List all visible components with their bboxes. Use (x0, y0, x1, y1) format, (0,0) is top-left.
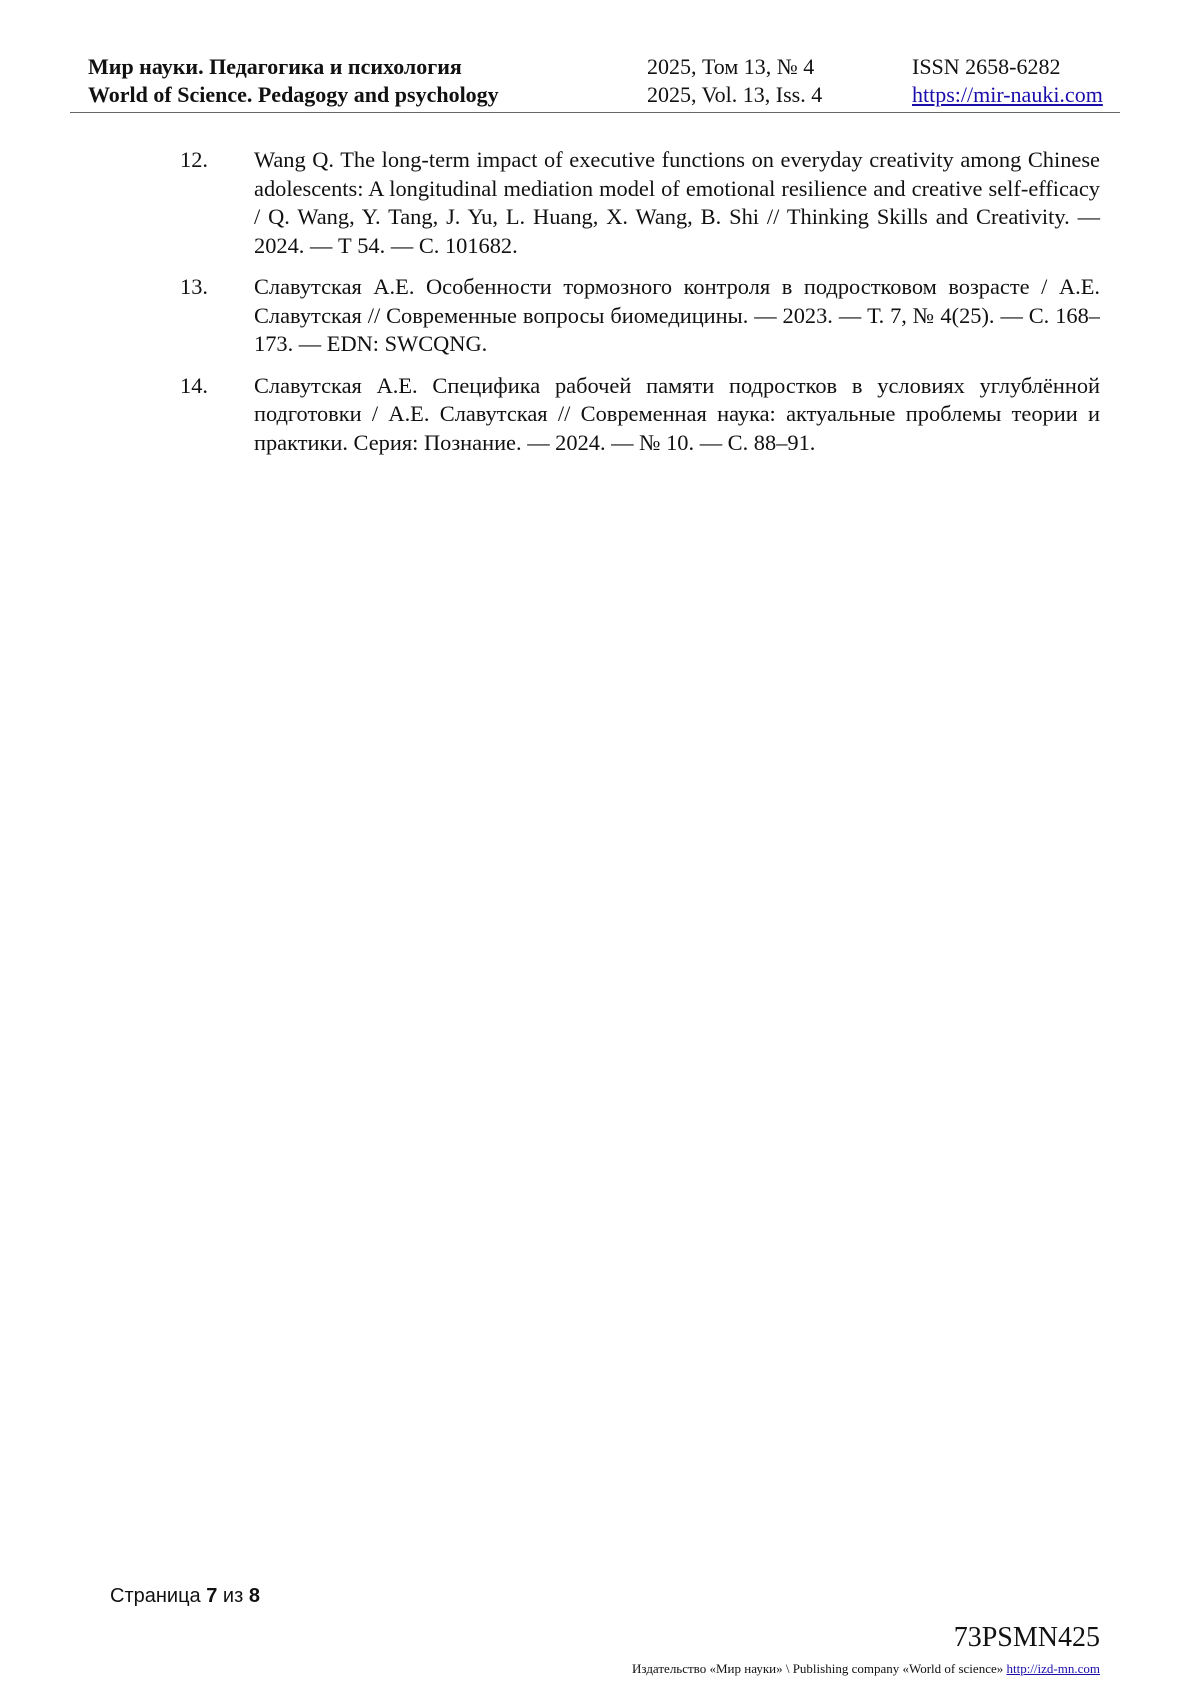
issn-number: ISSN 2658-6282 (912, 54, 1061, 79)
page-counter (110, 1585, 260, 1608)
publisher-url-link[interactable]: http://izd-mn.com (1006, 1661, 1100, 1676)
reference-item (180, 146, 1100, 260)
page-header (70, 50, 1120, 113)
reference-text: Wang Q. The long-term impact of executive functions on everyday creativity among Chinese adolescents: A longitudinal mediation model of emotional resilience and creative self-efficacy / Q. Wang, Y. Tang, J. Yu, L. Huang, X. Wang, B. Shi // Thinking Skills and Creativity. — 2024. — Т 54. — С. 101682. (254, 147, 1100, 258)
reference-number: 13. (180, 274, 208, 299)
journal-url-link[interactable]: https://mir-nauki.com (912, 82, 1103, 107)
page-separator: из (222, 1585, 244, 1607)
page-total: 8 (248, 1585, 260, 1607)
publisher-text: Издательство «Мир науки» \ Publishing company «World of science» (632, 1661, 1004, 1676)
journal-title-ru: Мир науки. Педагогика и психология (88, 54, 462, 79)
journal-title-en: World of Science. Pedagogy and psychology (88, 82, 499, 107)
page-current: 7 (206, 1585, 218, 1607)
reference-item (180, 273, 1100, 359)
issue-info-ru: 2025, Том 13, № 4 (647, 54, 815, 79)
page-label: Страница (110, 1585, 201, 1607)
reference-item (180, 372, 1100, 458)
reference-number: 12. (180, 147, 208, 172)
article-code: 73PSMN425 (953, 1622, 1100, 1653)
reference-text: Славутская А.Е. Специфика рабочей памяти подростков в условиях углублённой подготовки / А.Е. Славутская // Современная наука: актуальные проблемы теории и практики. Серия: Познание. — 2024. — № 10. — С. 88–91. (254, 372, 1100, 455)
issue-info-en: 2025, Vol. 13, Iss. 4 (647, 82, 823, 107)
publisher-line (632, 1661, 1100, 1677)
reference-text: Славутская А.Е. Особенности тормозного контроля в подростковом возрасте / А.Е. Славутская // Современные вопросы биомедицины. — 2023. — Т. 7, № 4(25). — С. 168–173. — EDN: SWCQNG. (254, 274, 1100, 356)
reference-number: 14. (180, 372, 208, 398)
reference-list (180, 146, 1100, 470)
